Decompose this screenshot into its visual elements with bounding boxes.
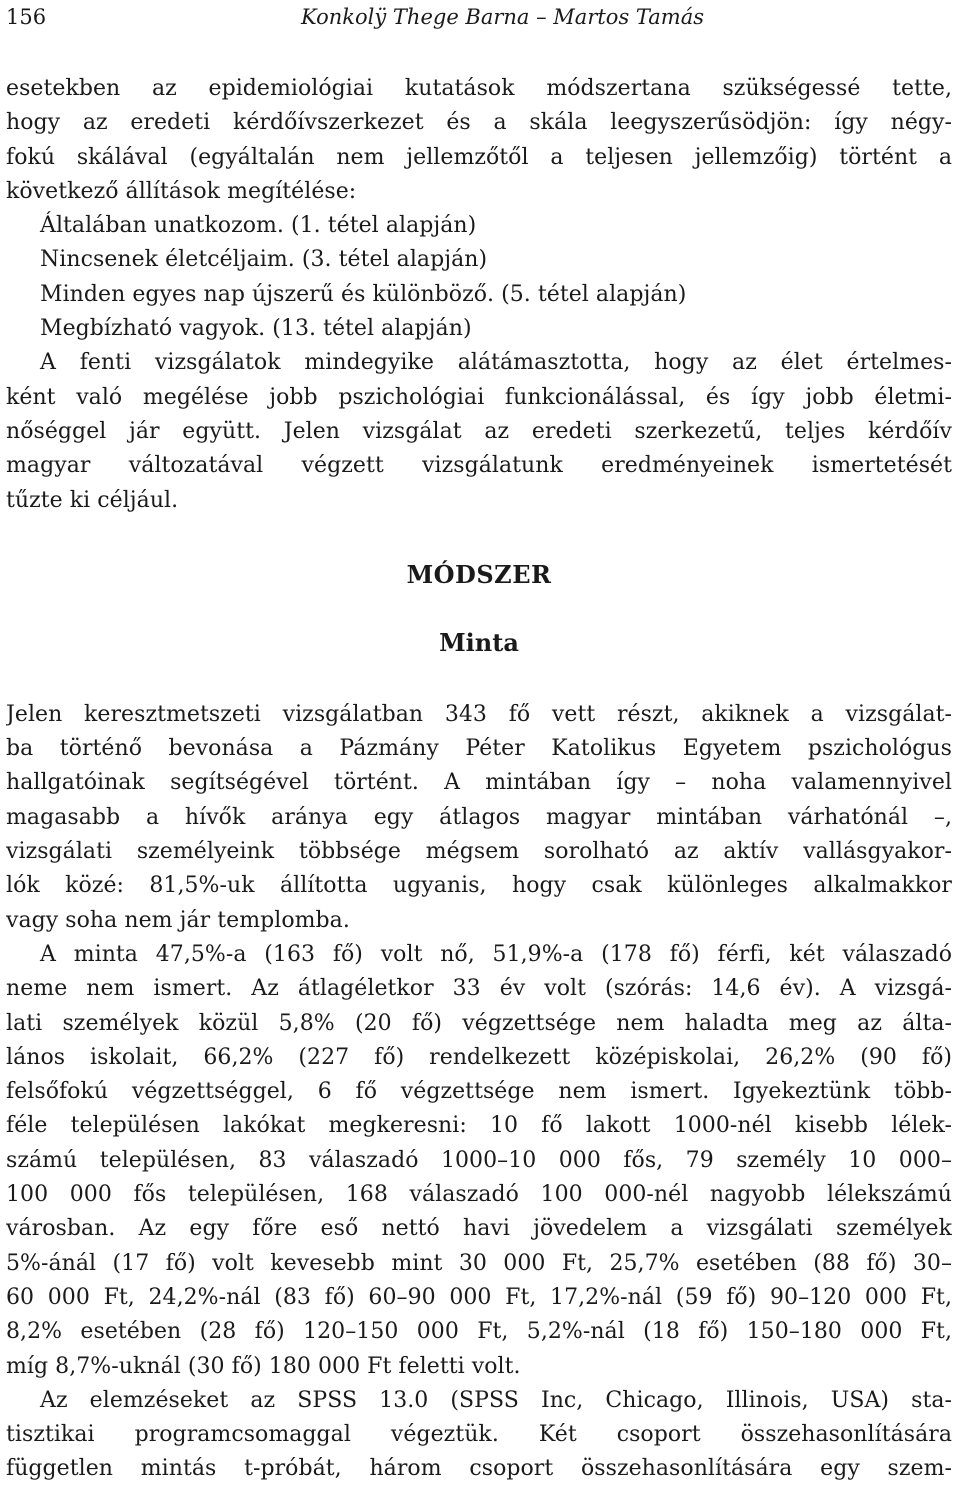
text-line: városban. Az egy főre eső nettó havi jövedelem a vizsgálati személyek <box>6 1216 952 1242</box>
section-heading: MÓDSZER <box>406 559 552 589</box>
text-line: vagy soha nem jár templomba. <box>6 907 350 933</box>
text-line: hallgatóinak segítségével történt. A mintában így – noha valamennyivel <box>6 770 952 796</box>
subsection-heading: Minta <box>439 627 519 657</box>
text-line: vizsgálati személyeink többsége mégsem sorolható az aktív vallásgyakor- <box>6 839 952 865</box>
text-line: független mintás t-próbát, három csoport összehasonlítására egy szem- <box>6 1456 952 1482</box>
text-line: Az elemzéseket az SPSS 13.0 (SPSS Inc, Chicago, Illinois, USA) sta- <box>40 1387 952 1413</box>
text-line: nőséggel jár együtt. Jelen vizsgálat az eredeti szerkezetű, teljes kérdőív <box>6 418 952 444</box>
text-line: magyar változatával végzett vizsgálatunk eredményeinek ismertetését <box>6 453 952 479</box>
text-line: 100 000 fős településen, 168 válaszadó 100 000-nél nagyobb lélekszámú <box>6 1182 952 1208</box>
intro-section <box>6 72 952 518</box>
scale-item: Megbízható vagyok. (13. tétel alapján) <box>40 316 472 342</box>
body-section <box>6 698 952 1487</box>
scale-item: Nincsenek életcéljaim. (3. tétel alapján) <box>40 247 488 273</box>
text-line: 60 000 Ft, 24,2%-nál (83 fő) 60–90 000 Ft, 17,2%-nál (59 fő) 90–120 000 Ft, <box>6 1284 952 1310</box>
text-line: számú településen, 83 válaszadó 1000–10 000 fős, 79 személy 10 000– <box>6 1147 952 1173</box>
scale-item: Általában unatkozom. (1. tétel alapján) <box>40 213 477 239</box>
text-line: lános iskolait, 66,2% (227 fő) rendelkezett középiskolai, 26,2% (90 fő) <box>6 1044 952 1070</box>
text-line: tisztikai programcsomaggal végeztük. Két csoport összehasonlítására <box>6 1422 952 1448</box>
running-header <box>6 0 952 34</box>
text-line: ba történő bevonása a Pázmány Péter Katolikus Egyetem pszichológus <box>6 736 952 762</box>
text-line: lati személyek közül 5,8% (20 fő) végzettsége nem haladta meg az álta- <box>6 1010 952 1036</box>
text-line: míg 8,7%-uknál (30 fő) 180 000 Ft feletti volt. <box>6 1353 521 1379</box>
text-line: ként való megélése jobb pszichológiai funkcionálással, és így jobb életmi- <box>6 384 952 410</box>
text-line: féle településen lakókat megkeresni: 10 fő lakott 1000-nél kisebb lélek- <box>6 1113 952 1139</box>
text-line: esetekben az epidemiológiai kutatások módszertana szükségessé tette, <box>6 76 952 101</box>
text-line: A fenti vizsgálatok mindegyike alátámasztotta, hogy az élet értelmes- <box>40 350 952 376</box>
page-number: 156 <box>6 5 47 29</box>
text-line: 8,2% esetében (28 fő) 120–150 000 Ft, 5,2%-nál (18 fő) 150–180 000 Ft, <box>6 1319 952 1345</box>
text-line: következő állítások megítélése: <box>6 178 357 204</box>
text-line: 5%-ánál (17 fő) volt kevesebb mint 30 000 Ft, 25,7% esetében (88 fő) 30– <box>6 1250 952 1276</box>
running-title: Konkolÿ Thege Barna – Martos Tamás <box>301 5 705 29</box>
text-line: neme nem ismert. Az átlagéletkor 33 év volt (szórás: 14,6 év). A vizsgá- <box>6 976 952 1002</box>
text-line: tűzte ki céljául. <box>6 487 179 513</box>
text-line: lók közé: 81,5%-uk állította ugyanis, hogy csak különleges alkalmakkor <box>6 873 952 899</box>
text-line: Jelen keresztmetszeti vizsgálatban 343 fő vett részt, akiknek a vizsgálat- <box>6 701 952 727</box>
text-line: felsőfokú végzettséggel, 6 fő végzettsége nem ismert. Igyekeztünk több- <box>6 1079 952 1105</box>
scale-item: Minden egyes nap újszerű és különböző. (5. tétel alapján) <box>40 281 687 307</box>
text-line: A minta 47,5%-a (163 fő) volt nő, 51,9%-a (178 fő) férfi, két válaszadó <box>40 941 952 967</box>
text-line: hogy az eredeti kérdőívszerkezet és a skála leegyszerűsödjön: így négy- <box>6 110 952 136</box>
text-line: magasabb a hívők aránya egy átlagos magyar mintában várhatónál –, <box>6 804 952 830</box>
text-line: fokú skálával (egyáltalán nem jellemzőtől a teljesen jellemzőig) történt a <box>6 144 952 170</box>
